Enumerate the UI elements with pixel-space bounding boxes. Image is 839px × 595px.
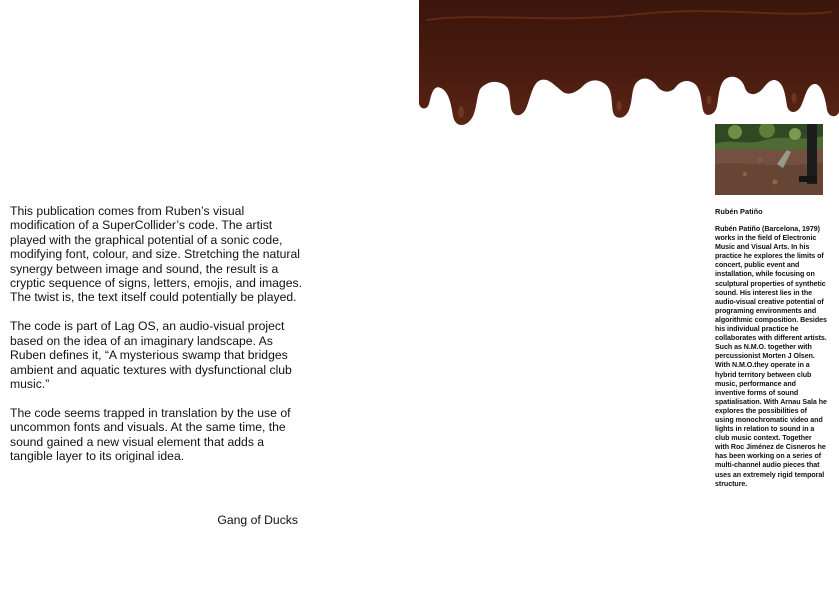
- intro-paragraph: The code seems trapped in translation by the use of uncommon fonts and visuals. At the same time, the sound gained a new visual element that adds a tangible layer to its original idea.: [10, 405, 291, 464]
- artist-photo: [715, 124, 823, 195]
- bio-paragraph: Such as N.M.O. together with percussionist Morten J Olsen. With N.M.O.they operate in a hybrid territory between club music, performance and inventive forms of sound spatialisation. With Arnau Sala he explores the possibilities of using monochromatic video and lights in relation to sound in a club music context. Together with Roc Jiménez de Cisneros he has been working on a series of multi-channel audio pieces that uses an extremely rigid temporal structure.: [715, 343, 827, 488]
- signature: Gang of Ducks: [217, 513, 298, 527]
- bio-paragraph: Rubén Patiño (Barcelona, 1979) works in the field of Electronic Music and Visual Arts. In his practice he explores the limits of concert, public event and installation, while focusing on sculptural properties of synthetic sound. His interest lies in the audio-visual creative potential of programing environments and algorithmic composition. Besides his individual practice he collaborates with different artists.: [715, 225, 827, 343]
- chocolate-drip-image: [419, 0, 839, 130]
- artist-bio: [715, 225, 827, 489]
- intro-paragraph: The code is part of Lag OS, an audio-visual project based on the idea of an imaginary landscape. As Ruben defines it, “A mysterious swamp that bridges ambient and aquatic textures with dysfunctional club music.”: [10, 319, 292, 391]
- intro-paragraph: This publication comes from Ruben’s visual modification of a SuperCollider’s code. The artist played with the graphical potential of a sonic code, modifying font, colour, and size. Stretching the natural synergy between image and sound, the result is a cryptic sequence of signs, letters, emojis, and images. The twist is, the text itself could potentially be played.: [10, 204, 302, 305]
- intro-text: [10, 204, 310, 478]
- artist-name: Rubén Patiño: [715, 207, 763, 216]
